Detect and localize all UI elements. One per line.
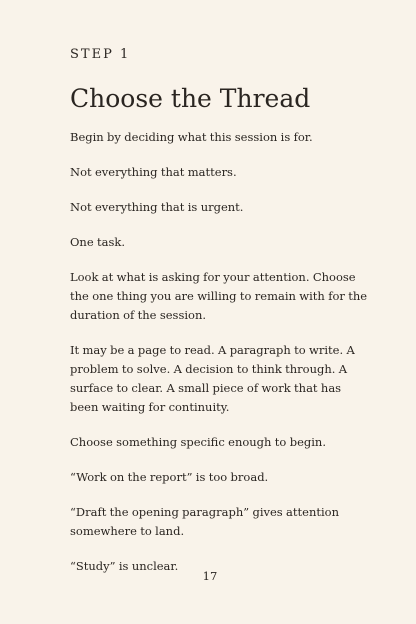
paragraph: It may be a page to read. A paragraph to write. A problem to solve. A decision to think through. A surface to clear. A small piece of work that has been waiting for continuity. (70, 343, 355, 414)
paragraph: Choose something specific enough to begin. (70, 435, 326, 449)
paragraph: Begin by deciding what this session is for. (70, 130, 313, 144)
paragraph: “Study” is unclear. (70, 559, 179, 573)
book-page (70, 0, 370, 624)
paragraph: “Draft the opening paragraph” gives attention somewhere to land. (70, 505, 340, 538)
page-number: 17 (202, 569, 218, 583)
step-label: STEP 1 (70, 47, 131, 62)
chapter-title: Choose the Thread (70, 84, 311, 113)
paragraph: Not everything that is urgent. (70, 200, 244, 214)
paragraph: One task. (70, 235, 125, 249)
paragraph: Not everything that matters. (70, 165, 237, 179)
paragraph: “Work on the report” is too broad. (70, 470, 269, 484)
paragraph: Look at what is asking for your attention. Choose the one thing you are willing to remain with for the duration of the session. (70, 270, 368, 322)
body-text (70, 128, 370, 592)
